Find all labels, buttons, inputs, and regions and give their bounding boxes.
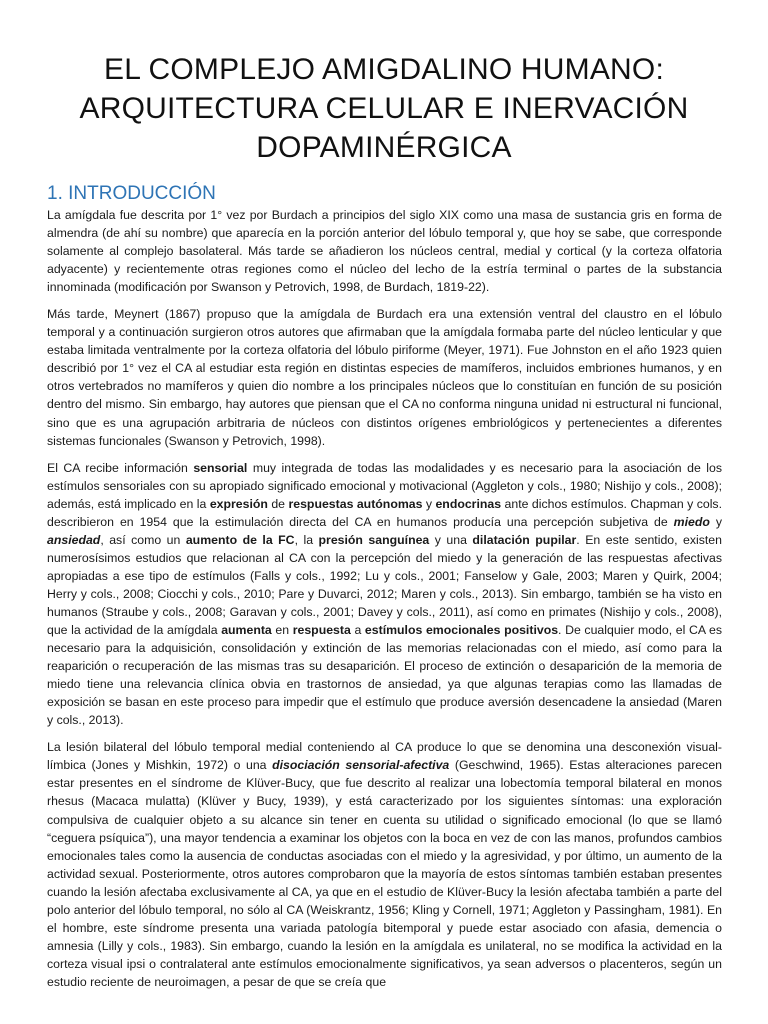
bold-italic-text — [272, 758, 449, 772]
text-run: y — [709, 514, 722, 529]
text-run: . En este sentido, existen numerosísimos estudios que relacionan al CA con la percepción del miedo y la generación de las respuestas afectivas apropiadas a ese tipo de estímulos (Falls y cols., 1992; Lu y cols., 2001; Fanselow y Gale, 2003; Maren y Quirk, 2004; Herry y cols., 2008; Ciocchi y cols., 2010; Pare y Duvarci, 2012; Maren y cols., 2013). Sin embargo, también se ha visto en humanos (Straube y cols., 2008; Garavan y cols., 2001; Davey y cols., 2011), así como en primates (Nishijo y cols., 2008), que la actividad de la amígdala — [47, 532, 722, 638]
paragraph — [47, 206, 722, 296]
text-run: en — [271, 623, 293, 638]
bold-text: presión sanguínea — [318, 532, 430, 547]
text-run: y una — [429, 532, 473, 547]
text-run: La amígdala fue descrita por 1° vez por Burdach a principios del siglo XIX como una masa de sustancia gris en forma de almendra (de ahí su nombre) que aparecía en la porción anterior del lóbulo temporal y, que hoy se sabe, que corresponde solamente al complejo basolateral. Más tarde se añadieron los núcleos central, medial y cortical (y la corteza olfatoria adyacente) y recientemente otras regiones como el núcleo del lecho de la estría terminal o partes de la substancia innominada (modificación por Swanson y Petrovich, 1998, de Burdach, 1819-22). — [47, 208, 722, 295]
text-run: El CA recibe información — [47, 460, 194, 475]
bold-text: estímulos emocionales positivos — [364, 623, 559, 638]
text-run: muy integrada de todas las modalidades y es necesario para la asociación de los estímulos sensoriales con su apropiado significado emocional y motivacional (Aggleton y cols., 1980; Nishijo y cols., 2008); además, está implicado en la — [47, 460, 723, 511]
bold-text: expresión — [209, 496, 268, 511]
bold-text: endocrinas — [435, 496, 502, 511]
document-title: EL COMPLEJO AMIGDALINO HUMANO: ARQUITECTURA CELULAR E INERVACIÓN DOPAMINÉRGICA — [79, 53, 689, 164]
text-run: , la — [294, 532, 319, 547]
text-run: de — [267, 496, 289, 511]
text-run: Más tarde, Meynert (1867) propuso que la amígdala de Burdach era una extensión ventral del claustro en el lóbulo temporal y a continuación surgieron otros autores que afirmaban que la amígdala formaba parte del núcleo lenticular y que estaba limitada ventralmente por la corteza olfatoria del lóbulo piriforme (Meyer, 1971). Fue Johnston en el año 1923 quien describió por 1° vez el CA al estudiar esta región en distintas especies de mamíferos, incluidos embriones humanos, y en otros vertebrados no mamíferos y quien dio nombre a los principales núcleos que lo constituían en función de su posición dentro del mismo. Sin embargo, hay autores que piensan que el CA no conforma ninguna unidad ni estructural ni funcional, sino que es una agrupación arbitraria de núcleos con distintos orígenes embriológicos y pertenecientes a diferentes sistemas funcionales (Swanson y Petrovich, 1998). — [47, 307, 722, 448]
bold-text: sensorial — [193, 460, 248, 475]
text-run: , así como un — [100, 532, 186, 547]
bold-text: respuestas autónomas — [288, 496, 423, 511]
text-run: ante dichos estímulos. Chapman y cols. describieron en 1954 que la estimulación directa del CA en humanos producía una percepción subjetiva de — [47, 496, 722, 529]
bold-text: aumenta — [221, 623, 272, 638]
bold-text: aumento de la FC — [185, 532, 295, 547]
bold-italic-text — [47, 533, 100, 547]
bold-text: dilatación pupilar — [472, 532, 577, 547]
bold-italic-text — [674, 515, 710, 529]
text-run: a — [350, 623, 365, 638]
paragraph — [47, 459, 722, 730]
paragraph — [47, 738, 722, 991]
text-run: La lesión bilateral del lóbulo temporal medial conteniendo al CA produce lo que se denomina una desconexión visual-límbica (Jones y Mishkin, 1972) o una — [47, 740, 722, 773]
italic-text: ansiedad — [47, 532, 101, 547]
italic-text: miedo — [673, 514, 710, 529]
italic-text: disociación sensorial-afectiva — [272, 758, 450, 773]
section-heading: 1. INTRODUCCIÓN — [47, 183, 216, 204]
document-body — [47, 206, 722, 1000]
text-run: (Geschwind, 1965). Estas alteraciones parecen estar presentes en el síndrome de Klüver-Bucy, que fue descrito al realizar una lobectomía temporal bilateral en monos rhesus (Macaca mulatta) (Klüver y Bucy, 1939), y está caracterizado por los siguientes síntomas: una exploración compulsiva de cualquier objeto a su alcance sin tener en cuenta su utilidad o significado emocional (lo que se llamó “ceguera psíquica”), una mayor tendencia a examinar los objetos con la boca en vez de con las manos, profundos cambios emocionales tales como la ausencia de conductas asociadas con el miedo y la agresividad, y por último, un aumento de la actividad sexual. Posteriormente, otros autores comprobaron que la mayoría de estos síntomas también estaban presentes cuando la lesión afectaba exclusivamente al CA, ya que en el estudio de Klüver-Bucy la lesión afectaba también a parte del polo anterior del lóbulo temporal, no sólo al CA (Weiskrantz, 1956; Kling y Cornell, 1971; Aggleton y Passingham, 1981). En el hombre, este síndrome presenta una variada patología bitemporal y puede estar asociado con afasia, demencia o amnesia (Lilly y cols., 1983). Sin embargo, cuando la lesión en la amígdala es unilateral, no se modifica la actividad en la corteza visual ipsi o contralateral ante estímulos emocionalmente significativos, ya sean adversos o placenteros, según un estudio reciente de neuroimagen, a pesar de que se creía que — [47, 758, 722, 989]
text-run: . De cualquier modo, el CA es necesario para la adquisición, consolidación y extinción de las memorias relacionadas con el miedo, así como para la reaparición o recuperación de las mismas tras su desaparición. El proceso de extinción o desaparición de la memoria de miedo tiene una relevancia clínica obvia en trastornos de ansiedad, ya que algunas terapias como las llamadas de exposición se basan en este proceso para impedir que el estímulo que produce aversión desencadene la ansiedad (Maren y cols., 2013). — [47, 623, 722, 728]
bold-text: respuesta — [292, 623, 351, 638]
text-run: y — [422, 496, 436, 511]
paragraph — [47, 305, 722, 449]
